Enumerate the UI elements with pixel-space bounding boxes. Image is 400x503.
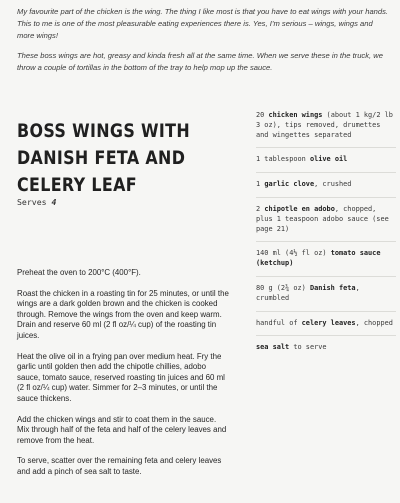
ingredient-name: olive oil [309,155,348,164]
ingredient-quantity: handful of [256,318,302,327]
ingredient-item [256,111,396,148]
ingredient-name: celery leaves [301,318,356,327]
ingredient-name: garlic clove [264,180,315,189]
ingredient-quantity: 1 [256,180,265,189]
ingredient-quantity: 140 ml (4½ fl oz) [256,249,331,258]
serves-line [17,197,56,207]
method-steps [17,268,229,488]
method-step: Roast the chicken in a roasting tin for 25 minutes, or until the wings are a dark golden brown and the chicken is cooked through. Remove the wings from the oven and keep warm. Drain and reserve 60 ml (2 fl oz/¼ cup) of the roasting tin juices. [17,288,229,340]
method-step: Add the chicken wings and stir to coat them in the sauce. Mix through half of the feta and half of the celery leaves and remove from the heat. [17,414,227,445]
intro-text [17,6,389,83]
method-step: Heat the olive oil in a frying pan over medium heat. Fry the garlic until golden then add the chipotle chillies, adobo sauce, tomato sauce, reserved roasting tin juices and 60 ml (2 fl oz/¼ cup) water. Simmer for 2–3 minutes, or until the sauce thickens. [17,351,225,403]
method-step: Preheat the oven to 200°C (400°F). [17,268,141,277]
serves-count: 4 [51,197,57,207]
ingredient-name: chipotle en adobo [264,204,335,213]
ingredient-name: tomato sauce (ketchup) [256,249,381,268]
ingredient-item [256,343,396,360]
ingredient-quantity: 1 tablespoon [256,155,310,164]
ingredient-quantity: 2 [256,204,265,213]
ingredient-note: , crumbled [256,283,360,302]
ingredient-note: , crushed [314,180,352,189]
ingredient-item [256,155,396,173]
serves-label: Serves [17,197,47,207]
ingredient-note: , chopped [355,318,393,327]
intro-paragraph-1: My favourite part of the chicken is the wing. The thing I like most is that you have to eat wings with your hands. This to me is one of the most pleasurable eating experiences there is. Yes, I’m serious – wings, wings and more wings! [17,7,389,40]
intro-paragraph-2: These boss wings are hot, greasy and kinda fresh all at the same time. When we serve these in the truck, we throw a couple of tortillas in the bottom of the tray to help mop up the sauce. [17,51,383,73]
method-step: To serve, scatter over the remaining feta and celery leaves and add a pinch of sea salt to taste. [17,456,222,476]
ingredient-item [256,249,396,277]
ingredient-quantity: 20 [256,111,269,119]
ingredient-item [256,180,396,198]
ingredient-note: (about 1 kg/2 lb 3 oz), tips removed, drumettes and wingettes separated [256,111,393,139]
ingredients-list [256,111,396,367]
ingredient-item [256,319,396,337]
ingredient-name: chicken wings [268,111,323,119]
ingredient-name: Danish feta [309,283,356,292]
ingredient-note: to serve [289,343,327,352]
ingredient-quantity: 80 g (2¾ oz) [256,283,310,292]
ingredient-note: , chopped, plus 1 teaspoon adobo sauce (see page 21) [256,204,389,233]
ingredient-name: sea salt [256,343,290,352]
ingredient-item [256,205,396,242]
recipe-title: BOSS WINGS WITH DANISH FETA AND CELERY LEAF [17,121,191,196]
ingredient-item [256,284,396,312]
